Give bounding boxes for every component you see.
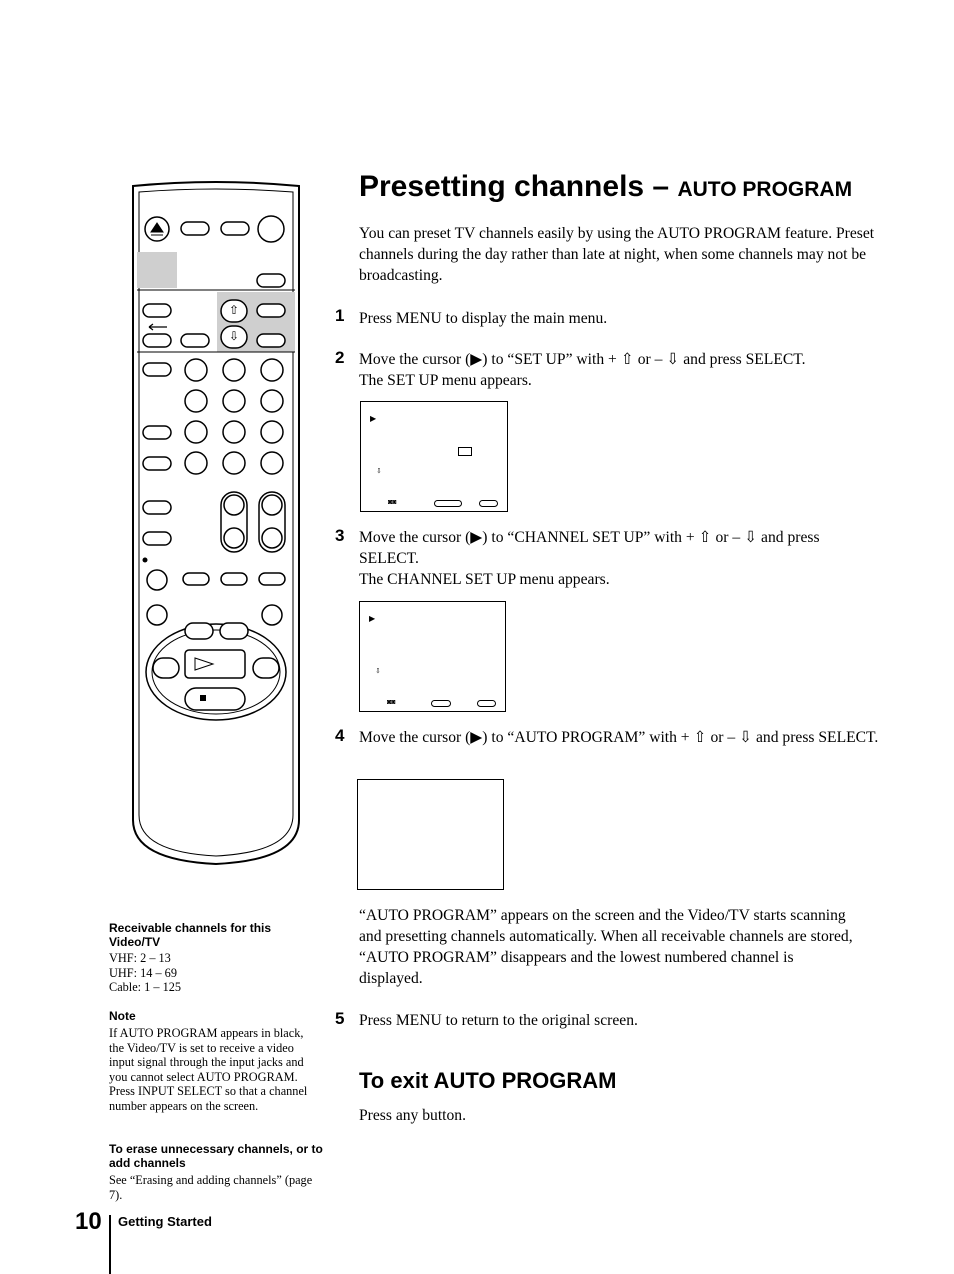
step-text: Move the cursor (▶) to “AUTO PROGRAM” with + ⇧ or – ⇩ and press SELECT. [359, 729, 879, 746]
step-result: The SET UP menu appears. [359, 372, 532, 389]
receivable-list [109, 951, 324, 995]
auto-program-screen [357, 779, 504, 890]
svg-text:⇧: ⇧ [229, 303, 240, 317]
vhf-range: VHF: 2 – 13 [109, 951, 171, 965]
step-number: 2 [335, 348, 345, 367]
receivable-heading: Receivable channels for this Video/TV [109, 921, 272, 949]
step-text: Press MENU to return to the original screen. [359, 1012, 638, 1029]
setup-menu-screen [360, 401, 508, 512]
menu-pill [477, 700, 496, 707]
erase-heading: To erase unnecessary channels, or to add channels [109, 1142, 323, 1170]
cursor-icon: ▶ [369, 614, 376, 623]
down-arrow-icon: ⇩ [375, 667, 381, 675]
step-number: 5 [335, 1009, 345, 1028]
menu-pill [431, 700, 451, 707]
step-text: Press MENU to display the main menu. [359, 310, 608, 327]
exit-text: Press any button. [359, 1107, 466, 1124]
remote-control-illustration [125, 180, 307, 870]
step-number: 4 [335, 726, 345, 745]
svg-text:⇩: ⇩ [229, 329, 240, 343]
step-text [359, 349, 879, 391]
erase-text: See “Erasing and adding channels” (page 7). [109, 1173, 313, 1202]
result-paragraph: “AUTO PROGRAM” appears on the screen and the Video/TV starts scanning and presetting channels automatically. When all receivable channels are stored, “AUTO PROGRAM” disappears and the lowest numbered channel is displayed. [359, 907, 853, 987]
button-icon: ◙◙ [388, 498, 397, 506]
step-instruction: Move the cursor (▶) to “CHANNEL SET UP” with + ⇧ or – ⇩ and press SELECT. [359, 529, 820, 567]
note-heading: Note [109, 1009, 136, 1023]
uhf-range: UHF: 14 – 69 [109, 965, 177, 980]
page-title-main: Presetting channels – [359, 170, 670, 203]
step-instruction: Move the cursor (▶) to “SET UP” with + ⇧ or – ⇩ and press SELECT. [359, 351, 806, 368]
step-result: The CHANNEL SET UP menu appears. [359, 571, 610, 588]
cursor-icon: ▶ [370, 414, 377, 423]
page-title [359, 170, 852, 204]
button-icon: ◙◙ [387, 698, 396, 706]
exit-heading: To exit AUTO PROGRAM [359, 1068, 617, 1093]
menu-pill [434, 500, 462, 507]
step-text [359, 527, 879, 590]
cable-range: Cable: 1 – 125 [109, 980, 182, 995]
channel-setup-menu-screen [359, 601, 506, 712]
footer-divider [109, 1215, 111, 1274]
page-number: 10 [75, 1208, 102, 1235]
step-number: 1 [335, 306, 345, 325]
page-title-sub: AUTO PROGRAM [677, 178, 853, 201]
down-arrow-icon: ⇩ [376, 467, 382, 475]
menu-pill [479, 500, 498, 507]
note-text: If AUTO PROGRAM appears in black, the Video/TV is set to receive a video input signal through the input jacks and you cannot select AUTO PROGRAM. Press INPUT SELECT so that a channel number appears on the screen. [109, 1026, 308, 1113]
section-name: Getting Started [118, 1214, 212, 1229]
step-number: 3 [335, 526, 345, 545]
menu-box [458, 447, 472, 456]
intro-paragraph: You can preset TV channels easily by using the AUTO PROGRAM feature. Preset channels during the day rather than late at night, when some channels may not be broadcasting. [359, 225, 875, 284]
